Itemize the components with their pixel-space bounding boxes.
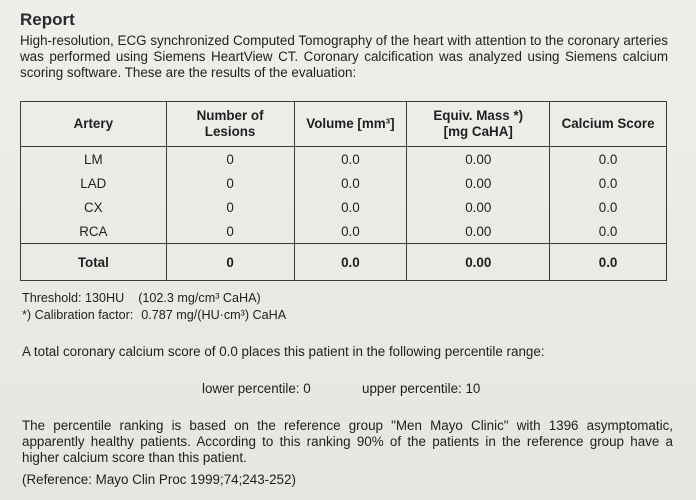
- lesions-cell: 0: [166, 147, 294, 172]
- mass-cell: 0.00: [407, 219, 550, 244]
- score-cell: 0.0: [550, 171, 667, 195]
- calibration-value: 0.787 mg/(HU·cm³) CaHA: [141, 308, 287, 322]
- calcium-score-table: [20, 101, 667, 281]
- upper-percentile: upper percentile: 10: [362, 381, 481, 396]
- threshold-value: (102.3 mg/cm³ CaHA): [138, 291, 261, 305]
- mass-cell: 0.00: [407, 147, 550, 172]
- total-volume-cell: 0.0: [294, 244, 407, 281]
- table-notes: [22, 290, 286, 324]
- volume-cell: 0.0: [294, 147, 407, 172]
- artery-cell: RCA: [21, 219, 167, 244]
- lesions-cell: 0: [166, 171, 294, 195]
- table-row: [21, 219, 667, 244]
- ranking-paragraph: The percentile ranking is based on the reference group "Men Mayo Clinic" with 1396 asymptomatic, apparently healthy patients. According to this ranking 90% of the patients in the reference group have a higher calcium score than this patient.: [22, 418, 673, 465]
- header-artery: Artery: [21, 102, 167, 147]
- lesions-cell: 0: [166, 195, 294, 219]
- intro-paragraph: High-resolution, ECG synchronized Computed Tomography of the heart with attention to the coronary arteries was performed using Siemens HeartView CT. Coronary calcification was analyzed using Siemens calcium scoring software. These are the results of the evaluation:: [20, 33, 668, 80]
- header-mass: [407, 102, 550, 147]
- summary-sentence: A total coronary calcium score of 0.0 places this patient in the following percentile range:: [22, 344, 545, 359]
- lower-percentile: lower percentile: 0: [202, 381, 311, 396]
- threshold-label: Threshold: 130HU: [22, 291, 125, 305]
- total-score-cell: 0.0: [550, 244, 667, 281]
- table-row: [21, 171, 667, 195]
- header-lesions: [166, 102, 294, 147]
- total-label-cell: Total: [21, 244, 167, 281]
- volume-cell: 0.0: [294, 171, 407, 195]
- report-title: Report: [20, 10, 75, 29]
- artery-cell: LM: [21, 147, 167, 172]
- volume-cell: 0.0: [294, 219, 407, 244]
- volume-cell: 0.0: [294, 195, 407, 219]
- artery-cell: LAD: [21, 171, 167, 195]
- artery-cell: CX: [21, 195, 167, 219]
- header-mass-text: Equiv. Mass *) [mg CaHA]: [433, 108, 524, 139]
- lesions-cell: 0: [166, 219, 294, 244]
- table-total-row: [21, 244, 667, 281]
- table-row: [21, 195, 667, 219]
- score-cell: 0.0: [550, 147, 667, 172]
- table-row: [21, 147, 667, 172]
- calibration-label: *) Calibration factor:: [22, 308, 134, 322]
- threshold-note: [22, 290, 286, 307]
- header-score: Calcium Score: [550, 102, 667, 147]
- total-lesions-cell: 0: [166, 244, 294, 281]
- score-cell: 0.0: [550, 219, 667, 244]
- score-cell: 0.0: [550, 195, 667, 219]
- calibration-note: [22, 307, 286, 324]
- header-volume: Volume [mm³]: [294, 102, 407, 147]
- mass-cell: 0.00: [407, 171, 550, 195]
- table-header-row: [21, 102, 667, 147]
- reference-citation: (Reference: Mayo Clin Proc 1999;74;243-252): [22, 472, 296, 487]
- total-mass-cell: 0.00: [407, 244, 550, 281]
- mass-cell: 0.00: [407, 195, 550, 219]
- header-lesions-text: Number of Lesions: [196, 108, 264, 139]
